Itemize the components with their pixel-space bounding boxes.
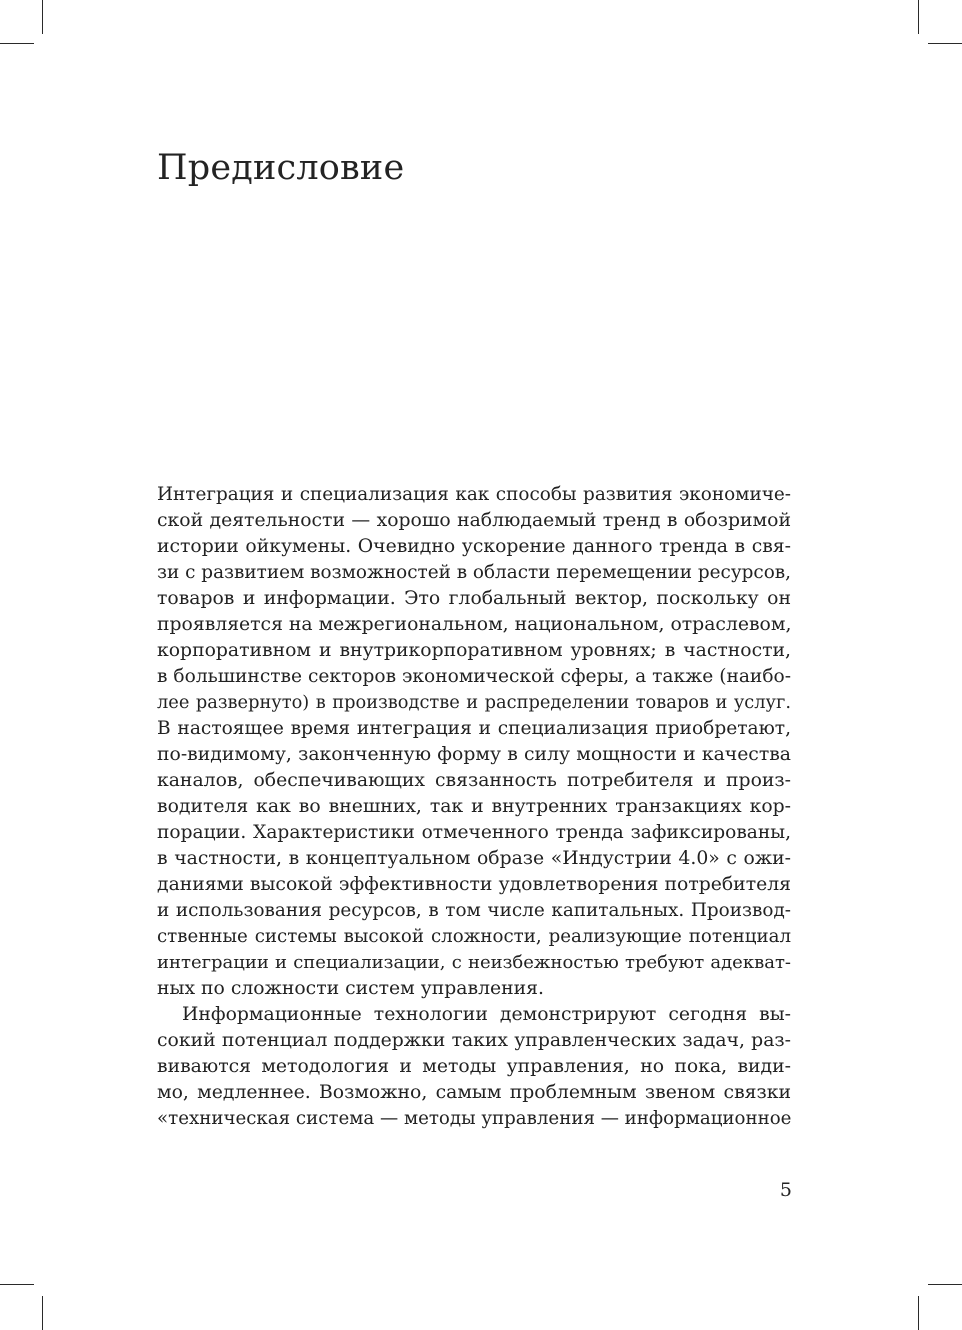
crop-mark bbox=[918, 0, 919, 34]
text-line: ской деятельности — хорошо наблюдаемый тренд в обозримой bbox=[157, 510, 791, 531]
crop-mark bbox=[928, 1284, 962, 1285]
text-line: корпоративном и внутрикорпоративном уровнях; в частности, bbox=[157, 640, 791, 661]
page-number: 5 bbox=[779, 1179, 792, 1201]
text-line: ных по сложности систем управления. bbox=[157, 978, 544, 999]
text-line: «техническая система — методы управления — информационное bbox=[157, 1108, 792, 1129]
text-line: в большинстве секторов экономической сферы, а также (наибо- bbox=[157, 666, 791, 687]
paragraph bbox=[157, 1002, 791, 1132]
text-line: истории ойкумены. Очевидно ускорение данного тренда в свя- bbox=[157, 536, 791, 557]
text-line: товаров и информации. Это глобальный вектор, поскольку он bbox=[157, 588, 791, 609]
text-line: водителя как во внешних, так и внутренних транзакциях кор- bbox=[157, 796, 791, 817]
text-line: Интеграция и специализация как способы развития экономиче- bbox=[157, 484, 791, 505]
crop-mark bbox=[42, 1296, 43, 1330]
text-line: даниями высокой эффективности удовлетворения потребителя bbox=[157, 874, 791, 895]
text-line: зи с развитием возможностей в области перемещении ресурсов, bbox=[157, 562, 791, 583]
crop-mark bbox=[0, 1284, 34, 1285]
crop-mark bbox=[928, 43, 962, 44]
text-line: виваются методология и методы управления, но пока, види- bbox=[157, 1056, 791, 1077]
chapter-title: Предисловие bbox=[157, 148, 405, 188]
text-line: в частности, в концептуальном образе «Индустрии 4.0» с ожи- bbox=[157, 848, 791, 869]
crop-mark bbox=[42, 0, 43, 34]
crop-mark bbox=[0, 43, 34, 44]
text-line: порации. Характеристики отмеченного тренда зафиксированы, bbox=[157, 822, 791, 843]
text-line: и использования ресурсов, в том числе капитальных. Производ- bbox=[157, 900, 791, 921]
body-text bbox=[157, 482, 791, 1132]
text-line: интеграции и специализации, с неизбежностью требуют адекват- bbox=[157, 952, 791, 973]
text-line: по-видимому, законченную форму в силу мощности и качества bbox=[157, 744, 791, 765]
text-line: лее развернуто) в производстве и распределении товаров и услуг. bbox=[157, 692, 791, 713]
text-line: мо, медленнее. Возможно, самым проблемным звеном связки bbox=[157, 1082, 791, 1103]
text-line: ственные системы высокой сложности, реализующие потенциал bbox=[157, 926, 791, 947]
paragraph bbox=[157, 482, 791, 1002]
text-line: проявляется на межрегиональном, национальном, отраслевом, bbox=[157, 614, 792, 635]
crop-mark bbox=[918, 1296, 919, 1330]
text-line: каналов, обеспечивающих связанность потребителя и произ- bbox=[157, 770, 791, 791]
text-line: Информационные технологии демонстрируют сегодня вы- bbox=[182, 1004, 791, 1025]
text-line: В настоящее время интеграция и специализация приобретают, bbox=[157, 718, 791, 739]
text-line: сокий потенциал поддержки таких управленческих задач, раз- bbox=[157, 1030, 791, 1051]
